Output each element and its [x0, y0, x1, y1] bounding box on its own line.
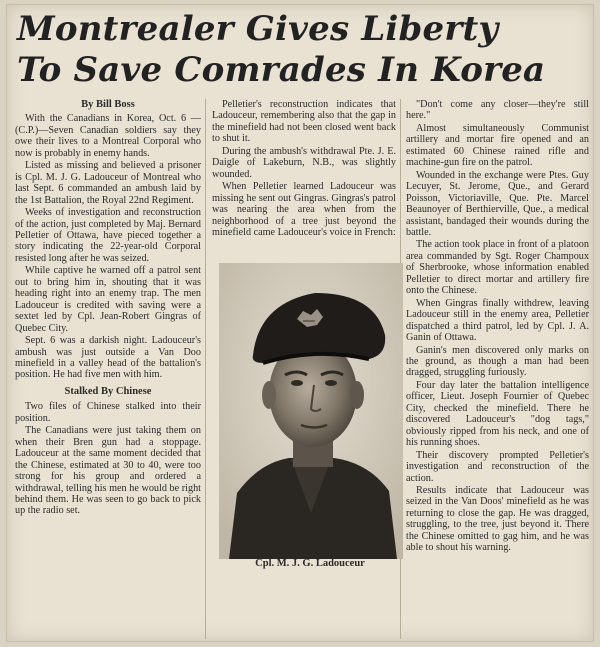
article-column-1 — [15, 99, 201, 518]
paragraph: When Pelletier learned Ladouceur was missing he sent out Gingras. Gingras's patrol was nearing the area when from the neighborhood of a tree just beyond the minefield came Ladouceur's voice in French: — [212, 181, 396, 238]
paragraph: Listed as missing and believed a prisoner is Cpl. M. J. G. Ladouceur of Montreal who last Sept. 6 commanded an ambush laid by the 1st Battalion, the Royal 22nd Regiment. — [15, 160, 201, 206]
headline — [17, 9, 587, 91]
subheading: Stalked By Chinese — [64, 385, 152, 397]
paragraph: Sept. 6 was a darkish night. Ladouceur's ambush was just outside a Van Doo minefield in a valley head of the battalion's position. He had five men with him. — [15, 335, 201, 381]
paragraph: Pelletier's reconstruction indicates that Ladouceur, remembering also that the gap in the minefield had not been closed went back to shut it. — [212, 99, 396, 145]
paragraph: Two files of Chinese stalked into their position. — [15, 401, 201, 424]
paragraph: When Gingras finally withdrew, leaving Ladouceur still in the enemy area, Pelletier dispatched a third patrol, led by Cpl. J. A. Ganin of Ottawa. — [406, 297, 589, 344]
soldier-portrait-photo — [219, 263, 403, 559]
portrait-image — [219, 263, 403, 559]
headline-line-1: Montrealer Gives Liberty — [17, 9, 499, 49]
paragraph: With the Canadians in Korea, Oct. 6 — (C.P.)—Seven Canadian soldiers say they owe their lives to a Montreal Corporal who now is probably in enemy hands. — [15, 113, 201, 159]
paragraph: Weeks of investigation and reconstruction of the action, just completed by Maj. Bernard Pelletier of Ottawa, have pieced together a story indicating the 22-year-old Corporal resisted long after he was seized. — [15, 207, 201, 264]
newspaper-clipping — [6, 4, 594, 642]
paragraph: While captive he warned off a patrol sent out to bring him in, shouting that it was heading right into an enemy trap. The men Ladouceur is credited with saving were a sextet led by Cpl. Jean-Robert Gingras of Quebec City. — [15, 265, 201, 334]
paragraph: The action took place in front of a platoon area commanded by Sgt. Roger Champoux of Sherbrooke, whose information enabled Pelletier to direct mortar and artillery fire onto the Chinese. — [406, 239, 589, 297]
paragraph: "Don't come any closer—they're still here." — [406, 99, 589, 122]
paragraph: The Canadians were just taking them on when their Bren gun had a stoppage. Ladouceur at the same moment decided that the Chinese, estimated at 30 to 40, were too strong for his group and ordered a withdrawal, telling his men he would be right behind them. He was seen to go back to pick up the radio set. — [15, 425, 201, 517]
column-rule — [205, 99, 206, 639]
paragraph: Almost simultaneously Communist artillery and mortar fire opened and an estimated 60 Chinese rained rifle and machine-gun fire on the patrol. — [406, 122, 589, 169]
byline: By Bill Boss — [81, 99, 135, 110]
article-column-2 — [212, 99, 396, 239]
photo-caption: Cpl. M. J. G. Ladouceur — [255, 558, 365, 569]
article-column-3 — [406, 99, 589, 555]
paragraph: Results indicate that Ladouceur was seized in the Van Doos' minefield as he was returning to close the gap. He was dragged, struggling, to the tree, just beyond it. There the Chinese omitted to gag him, and he was able to shout his warning. — [406, 484, 589, 554]
paragraph: Four day later the battalion intelligence officer, Lieut. Joseph Fournier of Quebec City, checked the minefield. There he discovered Ladouceur's "dog tags," obviously ripped from his neck, and one of his running shoes. — [406, 379, 589, 449]
paragraph: During the ambush's withdrawal Pte. J. E. Daigle of Lakeburn, N.B., was slightly wounded. — [212, 145, 396, 180]
headline-line-2: To Save Comrades In Korea — [17, 50, 546, 90]
paragraph: Their discovery prompted Pelletier's investigation and reconstruction of the action. — [406, 449, 589, 484]
paragraph: Wounded in the exchange were Ptes. Guy Lecuyer, St. Jerome, Que., and Gerard Poisson, Victoriaville, Que. Pte. Marcel Beaunoyer of Berthierville, Que., a medical assistant, bandaged their wounds during the battle. — [406, 169, 589, 238]
paragraph: Ganin's men discovered only marks on the ground, as though a man had been dragged, struggling furiously. — [406, 344, 589, 379]
